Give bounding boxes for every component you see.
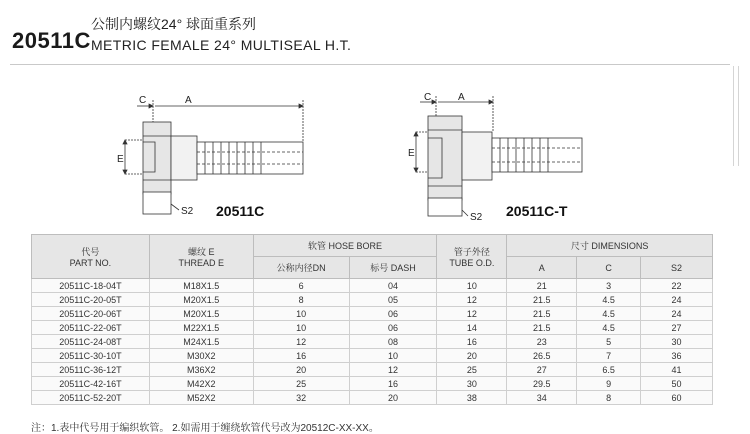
cell-dash: 06 bbox=[349, 321, 437, 335]
col-c: C bbox=[577, 257, 641, 279]
drawing-label-20511c: 20511C bbox=[216, 203, 265, 219]
cell-dn: 8 bbox=[253, 293, 349, 307]
title-chinese: 公制内螺纹24° 球面重系列 bbox=[91, 16, 257, 32]
table-row bbox=[32, 391, 713, 405]
dim-s2-label-t: S2 bbox=[470, 212, 483, 223]
cell-c: 5 bbox=[577, 335, 641, 349]
cell-thread: M52X2 bbox=[149, 391, 253, 405]
table-row bbox=[32, 349, 713, 363]
cell-dash: 06 bbox=[349, 307, 437, 321]
table-row bbox=[32, 321, 713, 335]
dim-e-label-t: E bbox=[408, 148, 415, 159]
col-part-no-en: PART NO. bbox=[69, 258, 112, 268]
cell-s2: 27 bbox=[641, 321, 713, 335]
col-a: A bbox=[507, 257, 577, 279]
col-tube-od-en: TUBE O.D. bbox=[449, 258, 495, 268]
cell-thread: M18X1.5 bbox=[149, 279, 253, 293]
drawing-label-20511c-t: 20511C-T bbox=[506, 203, 568, 219]
col-s2: S2 bbox=[641, 257, 713, 279]
dimension-table bbox=[31, 234, 713, 405]
cell-thread: M36X2 bbox=[149, 363, 253, 377]
cell-part: 20511C-24-08T bbox=[32, 335, 150, 349]
cell-tube: 30 bbox=[437, 377, 507, 391]
dim-e-label: E bbox=[117, 154, 124, 165]
cell-dn: 16 bbox=[253, 349, 349, 363]
cell-tube: 25 bbox=[437, 363, 507, 377]
cell-a: 23 bbox=[507, 335, 577, 349]
table-row bbox=[32, 363, 713, 377]
cell-part: 20511C-52-20T bbox=[32, 391, 150, 405]
cell-tube: 12 bbox=[437, 293, 507, 307]
cell-dash: 20 bbox=[349, 391, 437, 405]
cell-c: 4.5 bbox=[577, 321, 641, 335]
cell-part: 20511C-22-06T bbox=[32, 321, 150, 335]
cell-c: 8 bbox=[577, 391, 641, 405]
cell-c: 7 bbox=[577, 349, 641, 363]
dim-a-label: A bbox=[185, 95, 192, 106]
cell-a: 21.5 bbox=[507, 293, 577, 307]
cell-c: 6.5 bbox=[577, 363, 641, 377]
header-divider bbox=[10, 64, 730, 65]
cell-a: 29.5 bbox=[507, 377, 577, 391]
cell-s2: 50 bbox=[641, 377, 713, 391]
cell-a: 26.5 bbox=[507, 349, 577, 363]
cell-thread: M24X1.5 bbox=[149, 335, 253, 349]
table-row bbox=[32, 279, 713, 293]
cell-part: 20511C-18-04T bbox=[32, 279, 150, 293]
dim-c-label-t: C bbox=[424, 92, 432, 103]
cell-dn: 6 bbox=[253, 279, 349, 293]
cell-a: 21.5 bbox=[507, 321, 577, 335]
table-row bbox=[32, 377, 713, 391]
cell-tube: 16 bbox=[437, 335, 507, 349]
cell-a: 21.5 bbox=[507, 307, 577, 321]
cell-c: 9 bbox=[577, 377, 641, 391]
cell-tube: 14 bbox=[437, 321, 507, 335]
col-thread bbox=[149, 235, 253, 279]
title-english: METRIC FEMALE 24° MULTISEAL H.T. bbox=[91, 37, 352, 53]
table-row bbox=[32, 335, 713, 349]
footnote: 注：1.表中代号用于编织软管。 2.如需用于缠绕软管代号改为20512C-XX-XX。 bbox=[31, 423, 379, 434]
cell-dash: 05 bbox=[349, 293, 437, 307]
col-part-no-cn: 代号 bbox=[81, 247, 100, 257]
cell-dn: 12 bbox=[253, 335, 349, 349]
cell-a: 34 bbox=[507, 391, 577, 405]
dim-s2-label: S2 bbox=[181, 206, 194, 217]
cell-dash: 12 bbox=[349, 363, 437, 377]
cell-dn: 10 bbox=[253, 321, 349, 335]
cell-s2: 60 bbox=[641, 391, 713, 405]
cell-part: 20511C-20-06T bbox=[32, 307, 150, 321]
header bbox=[0, 0, 750, 60]
cell-thread: M20X1.5 bbox=[149, 293, 253, 307]
cell-part: 20511C-30-10T bbox=[32, 349, 150, 363]
cell-dn: 10 bbox=[253, 307, 349, 321]
cell-tube: 12 bbox=[437, 307, 507, 321]
cell-dash: 08 bbox=[349, 335, 437, 349]
col-dimensions: 尺寸 DIMENSIONS bbox=[507, 235, 713, 257]
cell-c: 4.5 bbox=[577, 293, 641, 307]
cell-dash: 10 bbox=[349, 349, 437, 363]
col-part-no bbox=[32, 235, 150, 279]
cell-thread: M22X1.5 bbox=[149, 321, 253, 335]
cell-part: 20511C-42-16T bbox=[32, 377, 150, 391]
dim-a-label-t: A bbox=[458, 92, 465, 103]
cell-s2: 24 bbox=[641, 293, 713, 307]
cell-tube: 20 bbox=[437, 349, 507, 363]
table-row bbox=[32, 307, 713, 321]
dim-c-label: C bbox=[139, 95, 147, 106]
cell-s2: 22 bbox=[641, 279, 713, 293]
cell-thread: M42X2 bbox=[149, 377, 253, 391]
col-tube-od bbox=[437, 235, 507, 279]
col-thread-en: THREAD E bbox=[178, 258, 225, 268]
col-thread-cn: 螺纹 E bbox=[188, 247, 215, 257]
cell-dn: 20 bbox=[253, 363, 349, 377]
cell-s2: 41 bbox=[641, 363, 713, 377]
cell-s2: 24 bbox=[641, 307, 713, 321]
page-edge-marker bbox=[733, 66, 739, 166]
cell-thread: M20X1.5 bbox=[149, 307, 253, 321]
cell-s2: 30 bbox=[641, 335, 713, 349]
product-code: 20511C bbox=[12, 28, 91, 53]
cell-dash: 04 bbox=[349, 279, 437, 293]
col-tube-od-cn: 管子外径 bbox=[453, 247, 490, 257]
col-dn: 公称内径DN bbox=[253, 257, 349, 279]
table-row bbox=[32, 293, 713, 307]
cell-a: 21 bbox=[507, 279, 577, 293]
cell-s2: 36 bbox=[641, 349, 713, 363]
cell-c: 3 bbox=[577, 279, 641, 293]
cell-tube: 38 bbox=[437, 391, 507, 405]
cell-thread: M30X2 bbox=[149, 349, 253, 363]
cell-dn: 32 bbox=[253, 391, 349, 405]
col-hose-bore: 软管 HOSE BORE bbox=[253, 235, 437, 257]
cell-dn: 25 bbox=[253, 377, 349, 391]
cell-a: 27 bbox=[507, 363, 577, 377]
cell-part: 20511C-20-05T bbox=[32, 293, 150, 307]
col-dash: 标号 DASH bbox=[349, 257, 437, 279]
cell-c: 4.5 bbox=[577, 307, 641, 321]
cell-part: 20511C-36-12T bbox=[32, 363, 150, 377]
cell-tube: 10 bbox=[437, 279, 507, 293]
cell-dash: 16 bbox=[349, 377, 437, 391]
